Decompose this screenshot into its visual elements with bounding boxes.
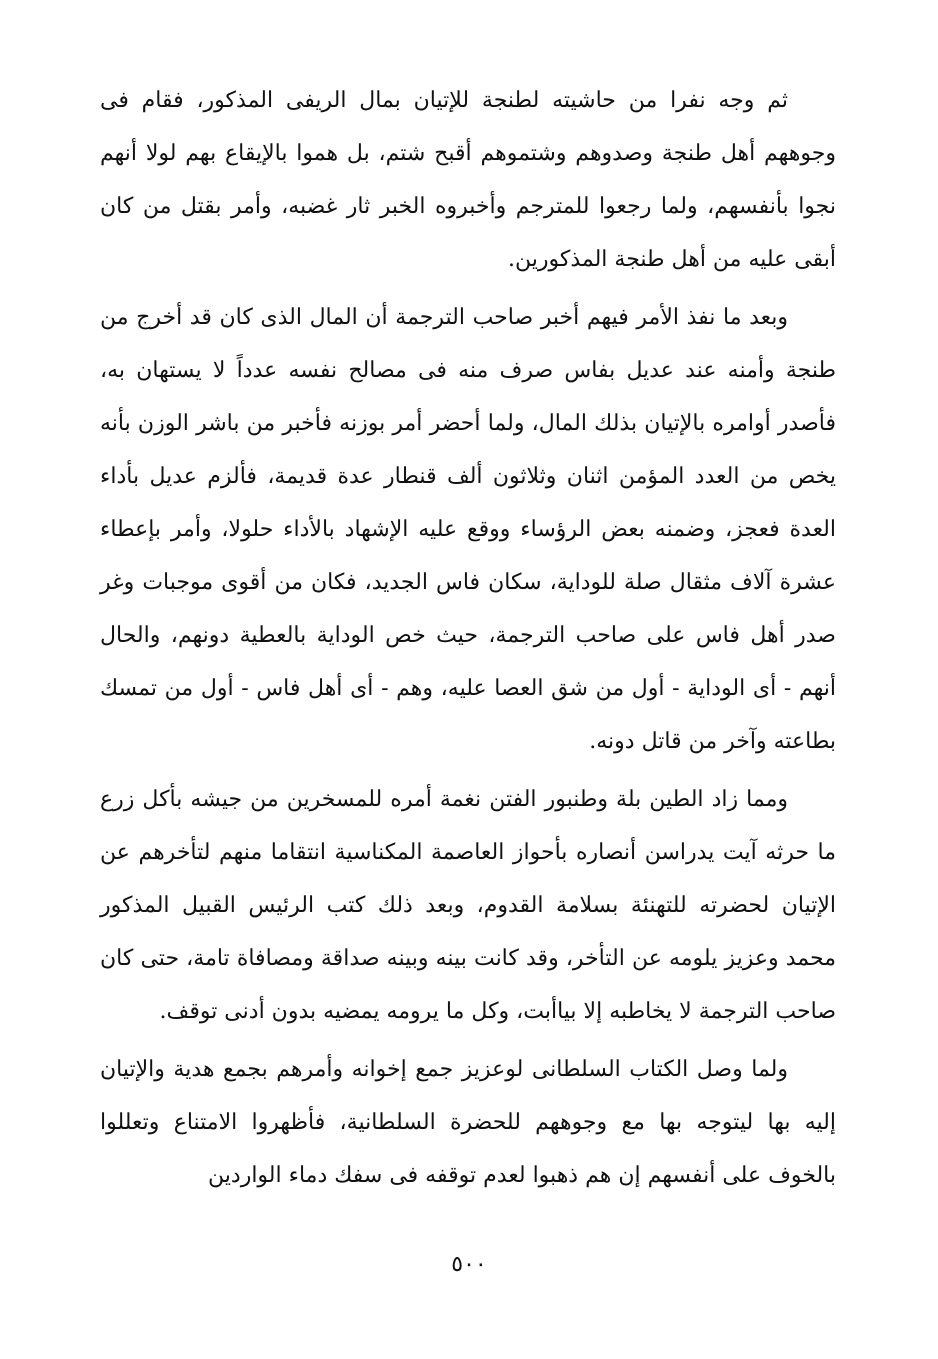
paragraph-4: ولما وصل الكتاب السلطانى لوعزيز جمع إخوانه وأمرهم بجمع هدية والإتيان إليه بها ليتوجه بها مع وجوههم للحضرة السلطانية، فأظهروا الامتناع وتعللوا بالخوف على أنفسهم إن هم ذهبوا لعدم توقفه فى سفك دماء الواردين: [100, 1057, 836, 1188]
paragraph-3: ومما زاد الطين بلة وطنبور الفتن نغمة أمره للمسخرين من جيشه بأكل زرع ما حرثه آيت يدراسن أنصاره بأحواز العاصمة المكناسية انتقاما منهم لتأخرهم عن الإتيان لحضرته للتهنئة بسلامة القدوم، وبعد ذلك كتب الرئيس القبيل المذكور محمد وعزيز يلومه عن التأخر، وقد كانت بينه وبينه صداقة ومصافاة تامة، حتى كان صاحب الترجمة لا يخاطبه إلا بياأبت، وكل ما يرومه يمضيه بدون أدنى توقف.: [100, 787, 836, 1024]
paragraph-2: وبعد ما نفذ الأمر فيهم أخبر صاحب الترجمة أن المال الذى كان قد أخرج من طنجة وأمنه عند عديل بفاس صرف منه فى مصالح نفسه عدداً لا يستهان به، فأصدر أوامره بالإتيان بذلك المال، ولما أحضر أمر بوزنه فأخبر من باشر الوزن بأنه يخص من العدد المؤمن اثنان وثلاثون ألف قنطار عدة قديمة، فألزم عديل بأداء العدة فعجز، وضمنه بعض الرؤساء ووقع عليه الإشهاد بالأداء حلولا، وأمر بإعطاء عشرة آلاف مثقال صلة للوداية، سكان فاس الجديد، فكان من أقوى موجبات وغر صدر أهل فاس على صاحب الترجمة، حيث خص الوداية بالعطية دونهم، والحال أنهم - أى الوداية - أول من شق العصا عليه، وهم - أى أهل فاس - أول من تمسك بطاعته وآخر من قاتل دونه.: [100, 305, 836, 754]
page-body: [100, 74, 836, 1274]
paragraph-1: ثم وجه نفرا من حاشيته لطنجة للإتيان بمال الريفى المذكور، فقام فى وجوههم أهل طنجة وصدوهم وشتموهم أقبح شتم، بل هموا بالإيقاع بهم لولا أنهم نجوا بأنفسهم، ولما رجعوا للمترجم وأخبروه الخبر ثار غضبه، وأمر بقتل من كان أبقى عليه من أهل طنجة المذكورين.: [100, 88, 836, 272]
page-number: ٥٠٠: [451, 1252, 487, 1277]
